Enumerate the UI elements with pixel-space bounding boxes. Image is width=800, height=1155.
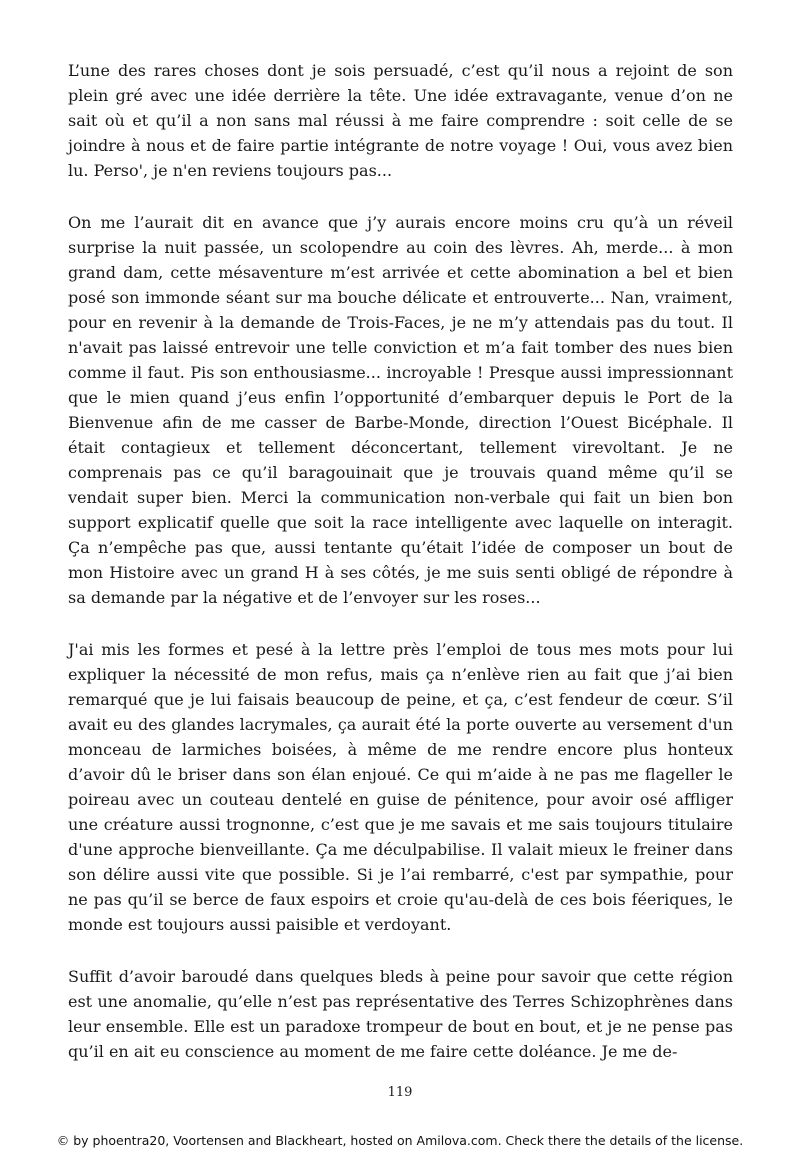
paragraph-1: L’une des rares choses dont je sois persuadé, c’est qu’il nous a rejoint de son plein gré avec une idée derrière la tête. Une idée extravagante, venue d’on ne sait où et qu’il a non sans mal réussi à me faire comprendre : soit celle de se joindre à nous et de faire partie intégrante de notre voyage ! Oui, vous avez bien lu. Perso', je n'en reviens toujours pas... (68, 61, 733, 180)
paragraph-4: Suffit d’avoir baroudé dans quelques bleds à peine pour savoir que cette région est une anomalie, qu’elle n’est pas représentative des Terres Schizophrènes dans leur ensemble. Elle est un paradoxe trompeur de bout en bout, et je ne pense pas qu’il en ait eu conscience au moment de me faire cette doléance. Je me de- (68, 967, 733, 1061)
license-footer: © by phoentra20, Voortensen and Blackheart, hosted on Amilova.com. Check there the details of the license. (56, 1133, 744, 1148)
page-number: 119 (387, 1085, 413, 1100)
page-body (68, 58, 733, 1091)
paragraph-2: On me l’aurait dit en avance que j’y aurais encore moins cru qu’à un réveil surprise la nuit passée, un scolopendre au coin des lèvres. Ah, merde... à mon grand dam, cette mésaventure m’est arrivée et cette abomination a bel et bien posé son immonde séant sur ma bouche délicate et entrouverte... Nan, vraiment, pour en revenir à la demande de Trois-Faces, je ne m’y attendais pas du tout. Il n'avait pas laissé entrevoir une telle conviction et m’a fait tomber des nues bien comme il faut. Pis son enthousiasme... incroyable ! Presque aussi impressionnant que le mien quand j’eus enfin l’opportunité d’embarquer depuis le Port de la Bienvenue afin de me casser de Barbe-Monde, direction l’Ouest Bicéphale. Il était contagieux et tellement déconcertant, tellement virevoltant. Je ne comprenais pas ce qu’il baragouinait que je trouvais quand même qu’il se vendait super bien. Merci la communication non-verbale qui fait un bien bon support explicatif quelle que soit la race intelligente avec laquelle on interagit. Ça n’empêche pas que, aussi tentante qu’était l’idée de composer un bout de mon Histoire avec un grand H à ses côtés, je me suis senti obligé de répondre à sa demande par la négative et de l’envoyer sur les roses... (68, 213, 733, 607)
paragraph-3: J'ai mis les formes et pesé à la lettre près l’emploi de tous mes mots pour lui expliquer la nécessité de mon refus, mais ça n’enlève rien au fait que j’ai bien remarqué que je lui faisais beaucoup de peine, et ça, c’est fendeur de cœur. S’il avait eu des glandes lacrymales, ça aurait été la porte ouverte au versement d'un monceau de larmiches boisées, à même de me rendre encore plus honteux d’avoir dû le briser dans son élan enjoué. Ce qui m’aide à ne pas me flageller le poireau avec un couteau dentelé en guise de pénitence, pour avoir osé affliger une créature aussi trognonne, c’est que je me savais et me sais toujours titulaire d'une approche bienveillante. Ça me déculpabilise. Il valait mieux le freiner dans son délire aussi vite que possible. Si je l’ai rembarré, c'est par sympathie, pour ne pas qu’il se berce de faux espoirs et croie qu'au-delà de ces bois féeriques, le monde est toujours aussi paisible et verdoyant. (68, 640, 733, 934)
